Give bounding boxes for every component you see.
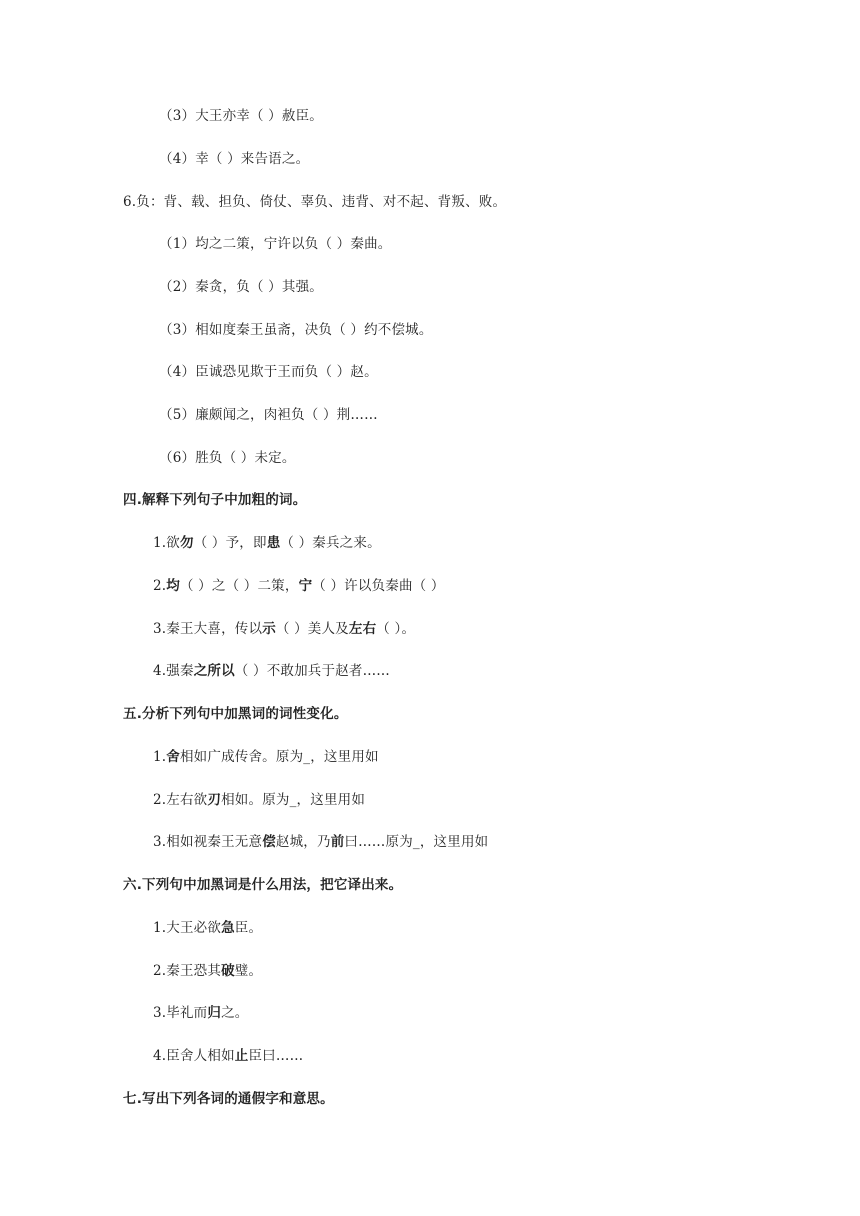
text: 曰……原为_，这里用如 bbox=[344, 834, 489, 850]
item-text: （4）幸（ ）来告语之。 bbox=[159, 151, 310, 167]
text: 3.秦王大喜，传以 bbox=[153, 621, 263, 637]
question-line bbox=[153, 961, 262, 981]
question-line bbox=[153, 747, 379, 767]
text: （ ）美人及 bbox=[275, 621, 349, 637]
item-text: （1）均之二策，宁许以负（ ）秦曲。 bbox=[159, 236, 392, 252]
bold-word: 前 bbox=[330, 834, 345, 850]
text: 臣。 bbox=[234, 920, 263, 936]
question-line bbox=[153, 790, 365, 810]
bold-word: 患 bbox=[266, 535, 281, 551]
item-text: （2）秦贪，负（ ）其强。 bbox=[159, 279, 323, 295]
text: 臣曰…… bbox=[248, 1048, 304, 1064]
text: 3.相如视秦王无意 bbox=[153, 834, 263, 850]
question-line bbox=[153, 533, 381, 553]
item-text: （5）廉颇闻之，肉袒负（ ）荆…… bbox=[159, 407, 378, 423]
question-line bbox=[153, 918, 262, 938]
text: 璧。 bbox=[234, 963, 263, 979]
bold-word: 归 bbox=[207, 1005, 222, 1021]
question-line bbox=[153, 1003, 249, 1023]
text: 之。 bbox=[221, 1005, 249, 1021]
bold-word: 勿 bbox=[179, 535, 194, 551]
bold-word: 之所以 bbox=[193, 663, 235, 679]
bold-word: 均 bbox=[166, 578, 180, 594]
bold-word: 宁 bbox=[298, 578, 313, 594]
section-heading: 四.解释下列句子中加粗的词。 bbox=[123, 492, 307, 508]
question-line bbox=[153, 1046, 303, 1066]
question-line bbox=[153, 576, 445, 596]
text: 2. bbox=[153, 578, 167, 594]
bold-word: 急 bbox=[221, 920, 235, 936]
item-text: （3）相如度秦王虽斋，决负（ ）约不偿城。 bbox=[159, 322, 433, 338]
text: （ ）秦兵之来。 bbox=[280, 535, 381, 551]
text: （ ）不敢加兵于赵者…… bbox=[234, 663, 390, 679]
text: 1.欲 bbox=[153, 535, 180, 551]
text: 相如广成传舍。原为_，这里用如 bbox=[179, 749, 379, 765]
bold-word: 止 bbox=[234, 1048, 249, 1064]
text: 1. bbox=[153, 749, 167, 765]
bold-word: 左右 bbox=[348, 621, 377, 637]
item-text: （3）大王亦幸（ ）赦臣。 bbox=[159, 108, 323, 124]
text: 1.大王必欲 bbox=[153, 920, 222, 936]
bold-word: 舍 bbox=[166, 749, 180, 765]
bold-word: 破 bbox=[221, 963, 235, 979]
bold-word: 示 bbox=[262, 621, 276, 637]
text: （ ）予，即 bbox=[193, 535, 267, 551]
item-text: （6）胜负（ ）未定。 bbox=[159, 450, 296, 466]
text: 4.强秦 bbox=[153, 663, 194, 679]
text: 相如。原为_，这里用如 bbox=[221, 792, 366, 808]
word-definition-line: 6.负：背、载、担负、倚仗、辜负、违背、对不起、背叛、败。 bbox=[123, 194, 507, 210]
text: 2.秦王恐其 bbox=[153, 963, 222, 979]
section-heading: 六.下列句中加黑词是什么用法，把它译出来。 bbox=[123, 877, 403, 893]
item-text: （4）臣诚恐见欺于王而负（ ）赵。 bbox=[159, 364, 378, 380]
section-heading: 五.分析下列句中加黑词的词性变化。 bbox=[123, 706, 348, 722]
text: （ ）许以负秦曲（ ） bbox=[312, 578, 445, 594]
bold-word: 刃 bbox=[207, 792, 222, 808]
question-line bbox=[153, 619, 415, 639]
text: 3.毕礼而 bbox=[153, 1005, 208, 1021]
question-line bbox=[153, 661, 390, 681]
text: 赵城，乃 bbox=[275, 834, 331, 850]
bold-word: 偿 bbox=[262, 834, 276, 850]
text: （ ）之（ ）二策， bbox=[179, 578, 299, 594]
question-line bbox=[153, 832, 488, 852]
text: （ ）。 bbox=[376, 621, 416, 637]
text: 2.左右欲 bbox=[153, 792, 208, 808]
text: 4.臣舍人相如 bbox=[153, 1048, 235, 1064]
section-heading: 七.写出下列各词的通假字和意思。 bbox=[123, 1091, 334, 1107]
